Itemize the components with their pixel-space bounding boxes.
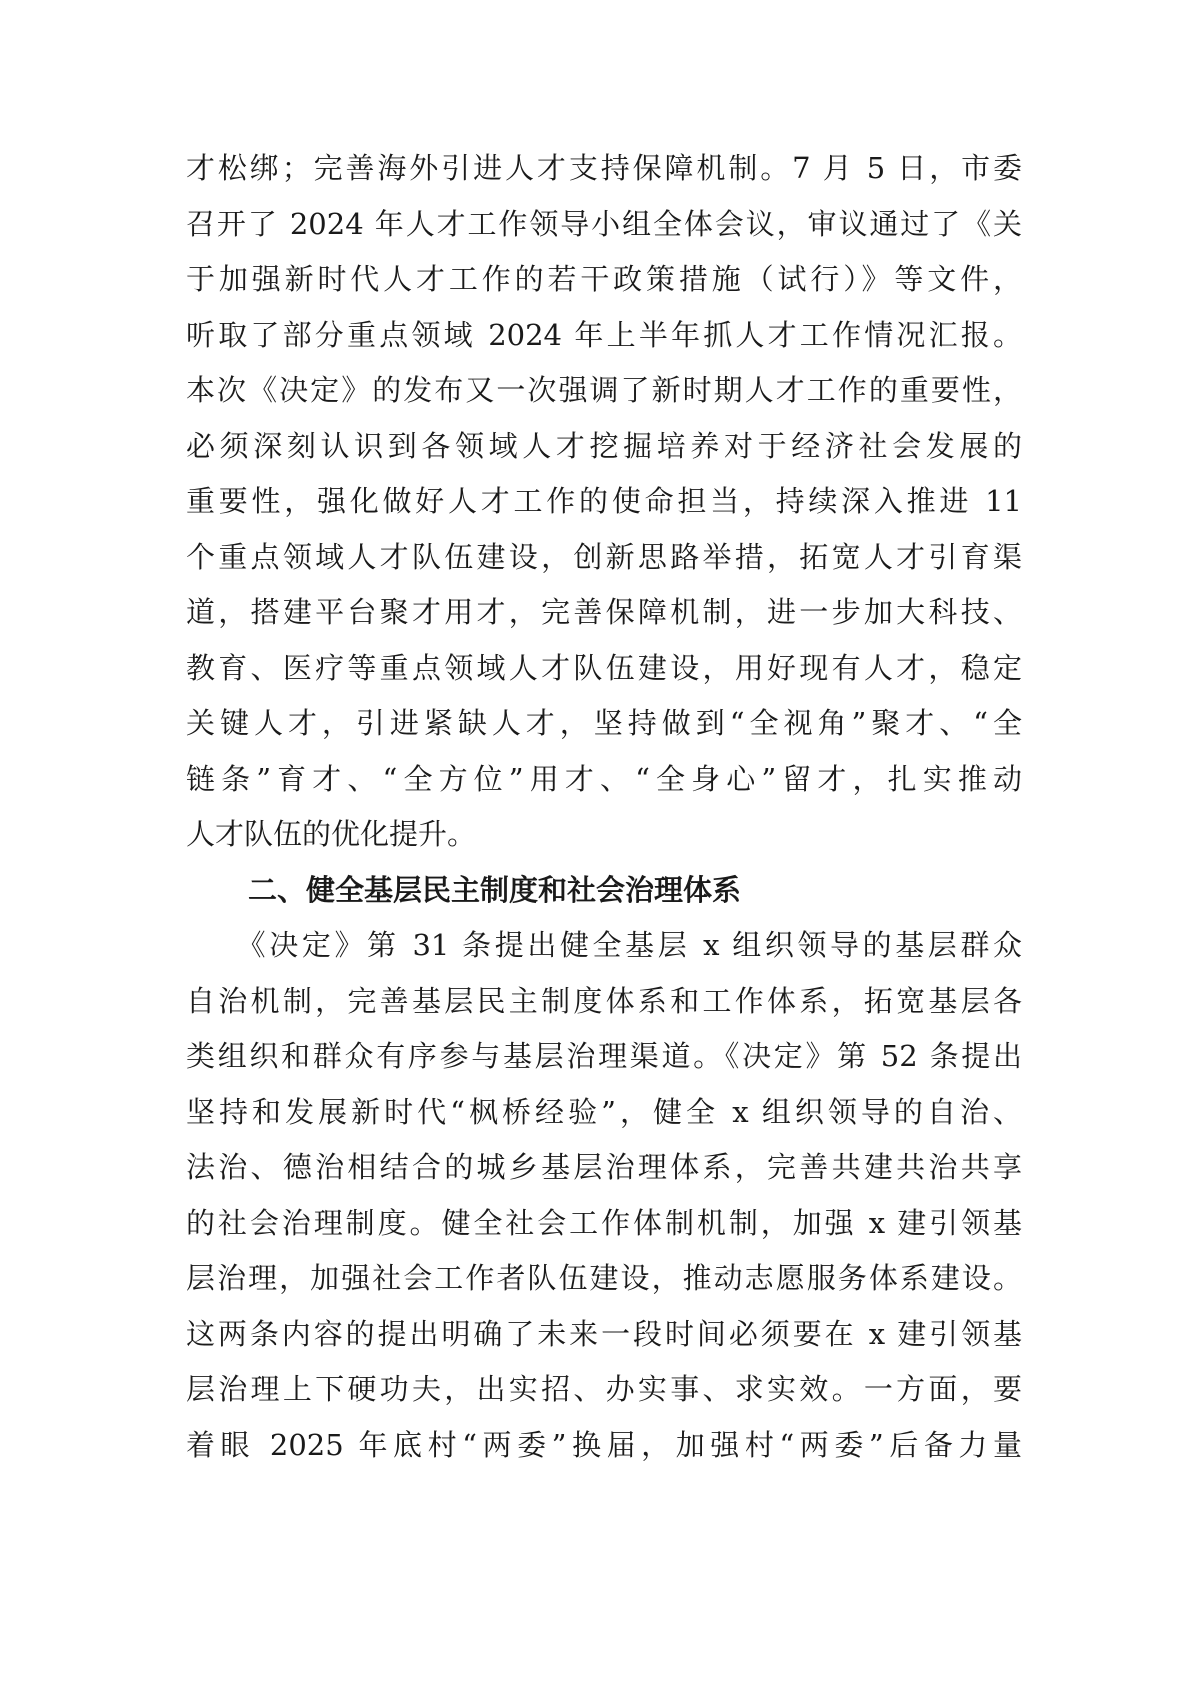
paragraph-line: 本次《决定》的发布又一次强调了新时期人才工作的重要性， xyxy=(186,373,1022,407)
paragraph-line: 自治机制，完善基层民主制度体系和工作体系，拓宽基层各 xyxy=(186,984,1022,1018)
paragraph-line: 法治、德治相结合的城乡基层治理体系，完善共建共治共享 xyxy=(186,1150,1022,1184)
paragraph-line: 重要性，强化做好人才工作的使命担当，持续深入推进 11 xyxy=(186,484,1022,518)
paragraph-line: 层治理上下硬功夫，出实招、办实事、求实效。一方面，要 xyxy=(186,1372,1022,1406)
paragraph-line: 召开了 2024 年人才工作领导小组全体会议，审议通过了《关 xyxy=(186,207,1022,241)
paragraph-line: 《决定》第 31 条提出健全基层 x 组织领导的基层群众 xyxy=(186,928,1022,962)
paragraph-line: 教育、医疗等重点领域人才队伍建设，用好现有人才，稳定 xyxy=(186,651,1022,685)
paragraph-line: 才松绑；完善海外引进人才支持保障机制。7 月 5 日，市委 xyxy=(186,151,1022,185)
paragraph-line: 道，搭建平台聚才用才，完善保障机制，进一步加大科技、 xyxy=(186,595,1022,629)
paragraph-line: 坚持和发展新时代“枫桥经验”，健全 x 组织领导的自治、 xyxy=(186,1095,1022,1129)
paragraph-line: 人才队伍的优化提升。 xyxy=(186,817,477,851)
paragraph-line: 这两条内容的提出明确了未来一段时间必须要在 x 建引领基 xyxy=(186,1317,1022,1351)
paragraph-line: 关键人才，引进紧缺人才，坚持做到“全视角”聚才、“全 xyxy=(186,706,1022,740)
paragraph-line: 着眼 2025 年底村“两委”换届，加强村“两委”后备力量 xyxy=(186,1428,1022,1462)
paragraph-line: 个重点领域人才队伍建设，创新思路举措，拓宽人才引育渠 xyxy=(186,540,1022,574)
paragraph-line: 的社会治理制度。健全社会工作体制机制，加强 x 建引领基 xyxy=(186,1206,1022,1240)
paragraph-line: 必须深刻认识到各领域人才挖掘培养对于经济社会发展的 xyxy=(186,429,1022,463)
section-heading: 二、健全基层民主制度和社会治理体系 xyxy=(248,873,742,907)
paragraph-line: 于加强新时代人才工作的若干政策措施（试行）》等文件， xyxy=(186,262,1022,296)
paragraph-line: 听取了部分重点领域 2024 年上半年抓人才工作情况汇报。 xyxy=(186,318,1022,352)
paragraph-line: 链条”育才、“全方位”用才、“全身心”留才，扎实推动 xyxy=(186,762,1022,796)
paragraph-line: 层治理，加强社会工作者队伍建设，推动志愿服务体系建设。 xyxy=(186,1261,1022,1295)
paragraph-line: 类组织和群众有序参与基层治理渠道。《决定》第 52 条提出 xyxy=(186,1039,1022,1073)
